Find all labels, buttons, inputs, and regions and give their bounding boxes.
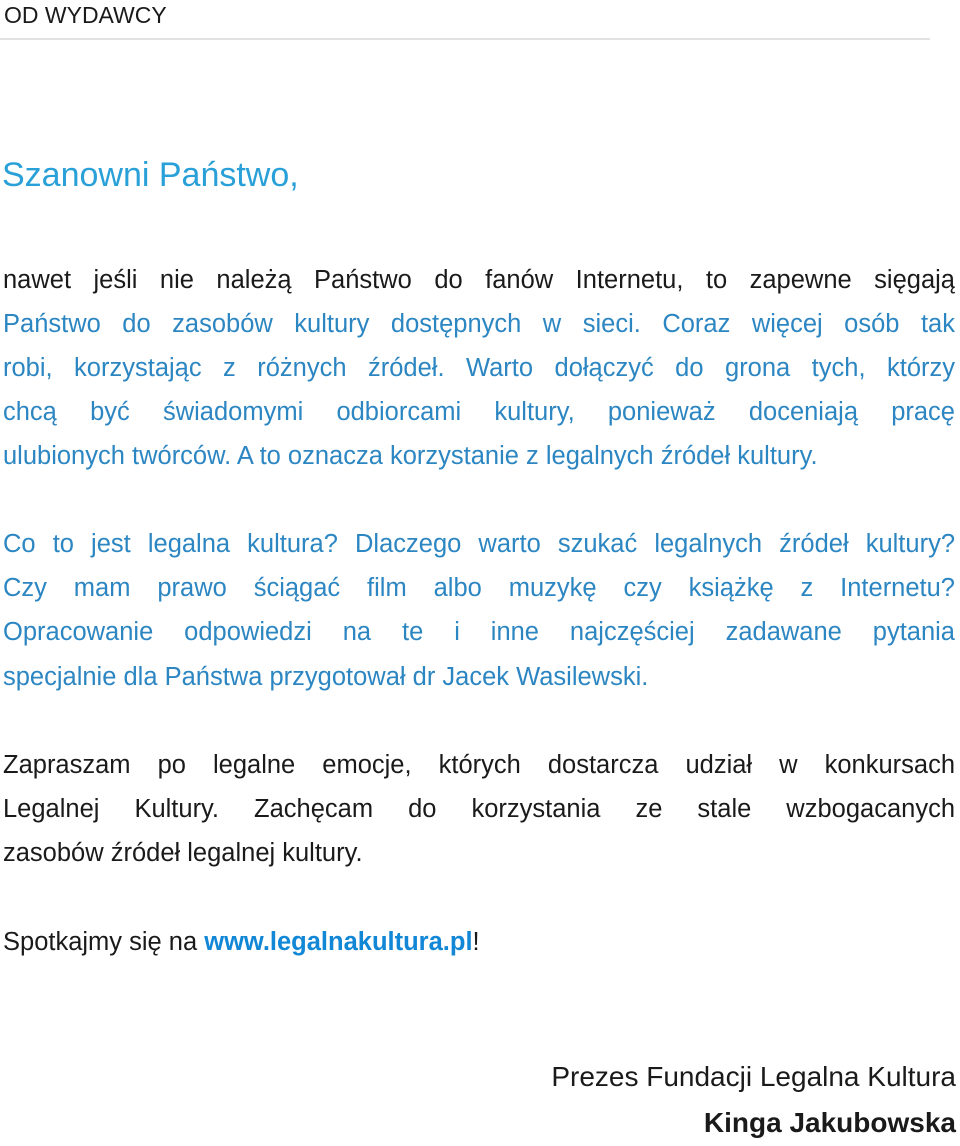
paragraph-line: Państwo do zasobów kultury dostępnych w sieci. Coraz więcej osób tak <box>3 310 955 338</box>
header-divider <box>0 38 930 40</box>
closing-suffix: ! <box>472 928 480 956</box>
paragraph-line: specjalnie dla Państwa przygotował dr Jacek Wasilewski. <box>3 663 649 691</box>
paragraph-line: zasobów źródeł legalnej kultury. <box>3 839 363 867</box>
section-label: OD WYDAWCY <box>4 2 167 28</box>
paragraph-line: ulubionych twórców. A to oznacza korzystanie z legalnych źródeł kultury. <box>3 442 818 470</box>
paragraph-line: robi, korzystając z różnych źródeł. Warto dołączyć do grona tych, którzy <box>3 354 955 382</box>
greeting: Szanowni Państwo, <box>2 156 299 194</box>
website-link[interactable]: www.legalnakultura.pl <box>204 928 473 956</box>
signature-name: Kinga Jakubowska <box>703 1107 956 1138</box>
paragraph-line: Zapraszam po legalne emocje, których dostarcza udział w konkursach <box>3 751 955 779</box>
paragraph-line: Czy mam prawo ściągać film albo muzykę czy książkę z Internetu? <box>3 574 955 602</box>
paragraph-line: chcą być świadomymi odbiorcami kultury, ponieważ doceniają pracę <box>3 398 955 426</box>
paragraph-line: Legalnej Kultury. Zachęcam do korzystania ze stale wzbogacanych <box>3 795 955 823</box>
paragraph-line: Opracowanie odpowiedzi na te i inne najczęściej zadawane pytania <box>3 618 955 646</box>
signature-title: Prezes Fundacji Legalna Kultura <box>551 1061 956 1092</box>
closing-line <box>3 920 955 964</box>
closing-prefix: Spotkajmy się na <box>3 928 205 956</box>
paragraph-line: nawet jeśli nie należą Państwo do fanów Internetu, to zapewne sięgają <box>3 266 955 294</box>
paragraph-line: Co to jest legalna kultura? Dlaczego warto szukać legalnych źródeł kultury? <box>3 530 955 558</box>
